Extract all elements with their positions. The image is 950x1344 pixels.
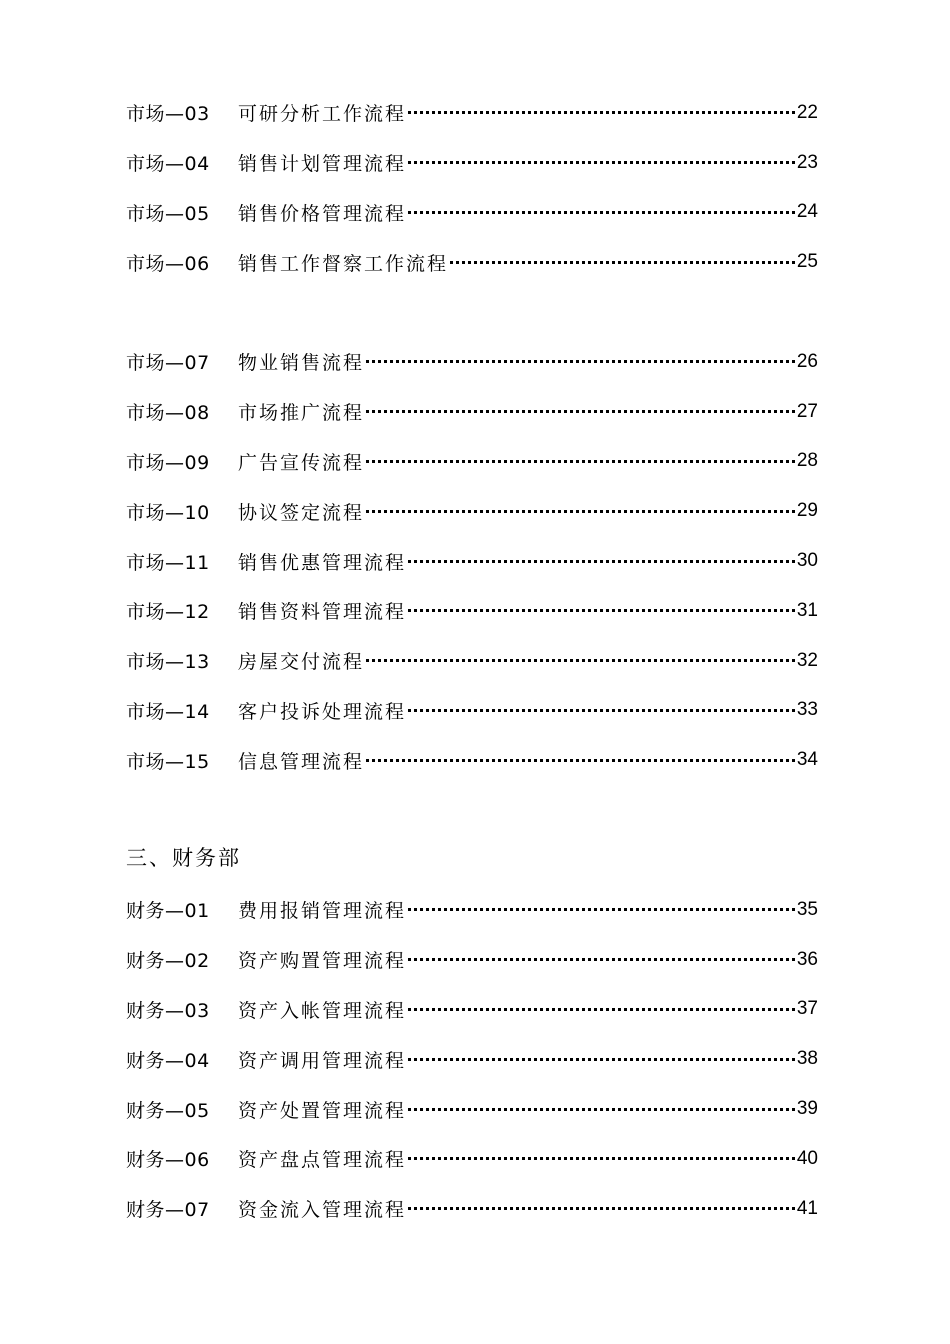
toc-dot-leader: [408, 161, 795, 164]
toc-dot-leader: [408, 211, 795, 214]
toc-entry-code: 财务—02: [126, 950, 210, 973]
toc-entry-code: 财务—04: [126, 1049, 210, 1072]
toc-entry-title: 物业销售流程: [238, 352, 365, 375]
toc-entry-page-number: 32: [796, 649, 818, 671]
toc-entry-page-number: 25: [796, 251, 818, 273]
toc-entry-code: 财务—07: [126, 1199, 210, 1222]
toc-dot-leader: [408, 111, 795, 114]
toc-entry-title: 资金流入管理流程: [238, 1199, 407, 1222]
toc-dot-leader: [408, 908, 795, 911]
section-heading-finance: 三、财务部: [126, 846, 241, 870]
toc-dot-leader: [408, 560, 795, 563]
toc-dot-leader: [408, 1157, 795, 1160]
toc-entry-title: 广告宣传流程: [238, 451, 365, 474]
toc-dot-leader: [366, 759, 795, 762]
toc-entry-title: 协议签定流程: [238, 501, 365, 524]
toc-entry-page-number: 26: [796, 350, 818, 372]
toc-entry[interactable]: [126, 935, 818, 985]
toc-entry-title: 信息管理流程: [238, 750, 365, 773]
toc-entry-title: 销售工作督察工作流程: [238, 252, 449, 275]
toc-entry[interactable]: [126, 88, 818, 138]
toc-entry-title: 费用报销管理流程: [238, 900, 407, 923]
toc-entry-code: 市场—15: [126, 750, 210, 773]
toc-entry[interactable]: [126, 387, 818, 437]
toc-entry-page-number: 39: [796, 1098, 818, 1120]
toc-entry-page-number: 28: [796, 450, 818, 472]
toc-entry-title: 资产购置管理流程: [238, 950, 407, 973]
toc-entry[interactable]: [126, 1084, 818, 1134]
toc-entry-code: 市场—13: [126, 651, 210, 674]
toc-entry-title: 资产调用管理流程: [238, 1049, 407, 1072]
toc-entry[interactable]: [126, 1184, 818, 1234]
toc-entry-code: 市场—11: [126, 551, 210, 574]
toc-entry[interactable]: [126, 188, 818, 238]
toc-entry-title: 市场推广流程: [238, 402, 365, 425]
toc-dot-leader: [366, 360, 795, 363]
toc-entry-page-number: 30: [796, 550, 818, 572]
toc-entry-code: 财务—01: [126, 900, 210, 923]
toc-dot-leader: [366, 659, 795, 662]
toc-entry-title: 销售计划管理流程: [238, 153, 407, 176]
toc-dot-leader: [408, 1207, 795, 1210]
toc-entry-code: 市场—04: [126, 153, 210, 176]
toc-entry-title: 资产入帐管理流程: [238, 999, 407, 1022]
toc-entry-title: 客户投诉处理流程: [238, 700, 407, 723]
toc-dot-leader: [408, 1008, 795, 1011]
toc-entry-page-number: 34: [796, 749, 818, 771]
toc-dot-leader: [408, 1058, 795, 1061]
toc-entry[interactable]: [126, 636, 818, 686]
toc-entry[interactable]: [126, 237, 818, 287]
toc-group-market-2: [126, 337, 818, 785]
toc-dot-leader: [366, 510, 795, 513]
toc-entry-page-number: 40: [796, 1147, 818, 1169]
toc-dot-leader: [408, 609, 795, 612]
toc-entry-page-number: 35: [796, 898, 818, 920]
toc-entry-title: 资产处置管理流程: [238, 1099, 407, 1122]
toc-entry-code: 市场—12: [126, 601, 210, 624]
toc-entry[interactable]: [126, 1134, 818, 1184]
toc-entry-code: 市场—03: [126, 103, 210, 126]
toc-entry[interactable]: [126, 486, 818, 536]
toc-entry-page-number: 37: [796, 998, 818, 1020]
toc-dot-leader: [408, 1108, 795, 1111]
toc-entry[interactable]: [126, 536, 818, 586]
toc-dot-leader: [408, 958, 795, 961]
toc-entry-code: 市场—10: [126, 501, 210, 524]
toc-entry[interactable]: [126, 586, 818, 636]
toc-entry[interactable]: [126, 437, 818, 487]
toc-entry-page-number: 27: [796, 400, 818, 422]
toc-entry-title: 资产盘点管理流程: [238, 1149, 407, 1172]
toc-group-finance: [126, 885, 818, 1234]
toc-dot-leader: [450, 261, 795, 264]
toc-entry-code: 财务—06: [126, 1149, 210, 1172]
toc-entry-code: 市场—07: [126, 352, 210, 375]
toc-entry-code: 市场—06: [126, 252, 210, 275]
toc-entry[interactable]: [126, 337, 818, 387]
toc-entry-title: 销售价格管理流程: [238, 202, 407, 225]
toc-dot-leader: [366, 410, 795, 413]
toc-entry[interactable]: [126, 735, 818, 785]
toc-entry-title: 房屋交付流程: [238, 651, 365, 674]
toc-entry-code: 财务—03: [126, 999, 210, 1022]
toc-entry[interactable]: [126, 686, 818, 736]
toc-entry-code: 市场—14: [126, 700, 210, 723]
toc-entry-title: 销售优惠管理流程: [238, 551, 407, 574]
toc-entry-title: 销售资料管理流程: [238, 601, 407, 624]
toc-entry-page-number: 33: [796, 699, 818, 721]
toc-entry-title: 可研分析工作流程: [238, 103, 407, 126]
toc-dot-leader: [366, 460, 795, 463]
toc-entry-page-number: 22: [796, 101, 818, 123]
toc-entry[interactable]: [126, 985, 818, 1035]
toc-dot-leader: [408, 709, 795, 712]
toc-entry-page-number: 36: [796, 948, 818, 970]
toc-entry-page-number: 38: [796, 1048, 818, 1070]
toc-entry-code: 财务—05: [126, 1099, 210, 1122]
toc-entry-page-number: 24: [796, 201, 818, 223]
toc-entry-code: 市场—05: [126, 202, 210, 225]
toc-entry-page-number: 31: [796, 599, 818, 621]
toc-entry-page-number: 29: [796, 500, 818, 522]
toc-entry[interactable]: [126, 138, 818, 188]
toc-entry[interactable]: [126, 1034, 818, 1084]
toc-group-market-1: [126, 88, 818, 287]
toc-entry-page-number: 23: [796, 151, 818, 173]
toc-entry-page-number: 41: [796, 1197, 818, 1219]
toc-entry-code: 市场—09: [126, 451, 210, 474]
toc-entry[interactable]: [126, 885, 818, 935]
toc-entry-code: 市场—08: [126, 402, 210, 425]
